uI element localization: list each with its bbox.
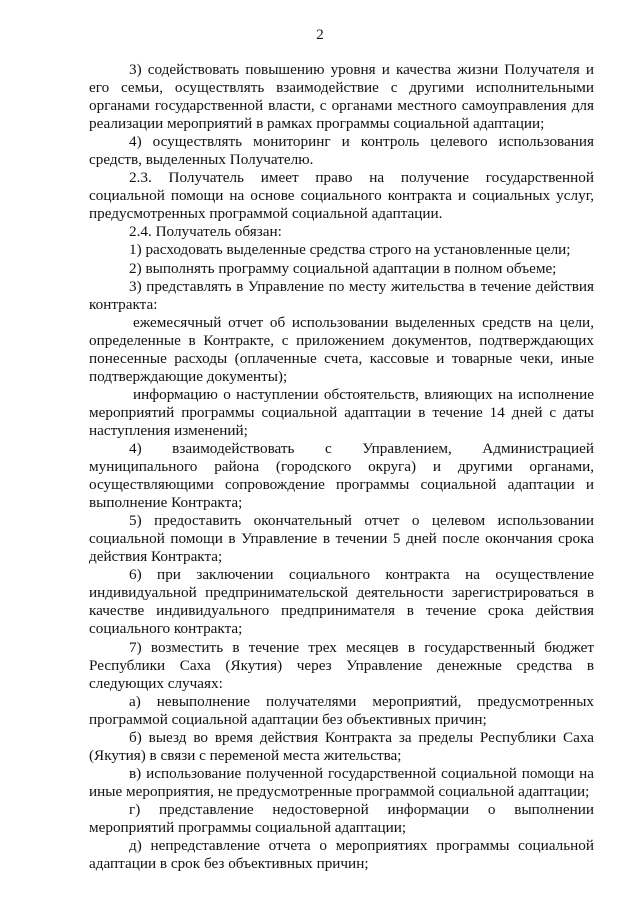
paragraph: 3) представлять в Управление по месту жительства в течение действия контракта: [89, 277, 594, 313]
paragraph: а) невыполнение получателями мероприятий, предусмотренных программой социальной адаптации без объективных причин; [89, 692, 594, 728]
paragraph: 7) возместить в течение трех месяцев в государственный бюджет Республики Саха (Якутия) через Управление денежные средства в следующих случаях: [89, 638, 594, 692]
paragraph: информацию о наступлении обстоятельств, влияющих на исполнение мероприятий программы социальной адаптации в течение 14 дней с даты наступления изменений; [89, 385, 594, 439]
page-number: 2 [316, 27, 324, 43]
paragraph: 2.3. Получатель имеет право на получение государственной социальной помощи на основе социального контракта и социальных услуг, предусмотренных программой социальной адаптации. [89, 169, 594, 223]
paragraph: в) использование полученной государственной социальной помощи на иные мероприятия, не предусмотренные программой социальной адаптации; [89, 764, 594, 800]
paragraph: 4) осуществлять мониторинг и контроль целевого использования средств, выделенных Получателю. [89, 133, 594, 169]
paragraph: 3) содействовать повышению уровня и качества жизни Получателя и его семьи, осуществлять взаимодействие с другими исполнительными органами государственной власти, с органами местного самоуправления для реализации мероприятий в рамках программы социальной адаптации; [89, 61, 594, 133]
paragraph: г) представление недостоверной информации о выполнении мероприятий программы социальной адаптации; [89, 800, 594, 836]
paragraph: 5) предоставить окончательный отчет о целевом использовании социальной помощи в Управление в течении 5 дней после окончания срока действия Контракта; [89, 512, 594, 566]
paragraph: 2) выполнять программу социальной адаптации в полном объеме; [129, 259, 557, 277]
paragraph: 1) расходовать выделенные средства строго на установленные цели; [129, 241, 571, 259]
paragraph: 6) при заключении социального контракта на осуществление индивидуальной предпринимательской деятельности зарегистрироваться в качестве индивидуального предпринимателя в течение срока действия социального контракта; [89, 566, 594, 638]
paragraph: д) непредставление отчета о мероприятиях программы социальной адаптации в срок без объективных причин; [89, 837, 594, 873]
paragraph: б) выезд во время действия Контракта за пределы Республики Саха (Якутия) в связи с переменой места жительства; [89, 728, 594, 764]
document-body [89, 61, 594, 873]
paragraph: 4) взаимодействовать с Управлением, Администрацией муниципального района (городского округа) и другими органами, осуществляющими сопровождение программы социальной адаптации и выполнение Контракта; [89, 439, 594, 512]
paragraph: ежемесячный отчет об использовании выделенных средств на цели, определенные в Контракте, с приложением документов, подтверждающих понесенные расходы (оплаченные счета, кассовые и товарные чеки, иные подтверждающие документы); [89, 313, 594, 385]
paragraph: 2.4. Получатель обязан: [129, 223, 282, 241]
